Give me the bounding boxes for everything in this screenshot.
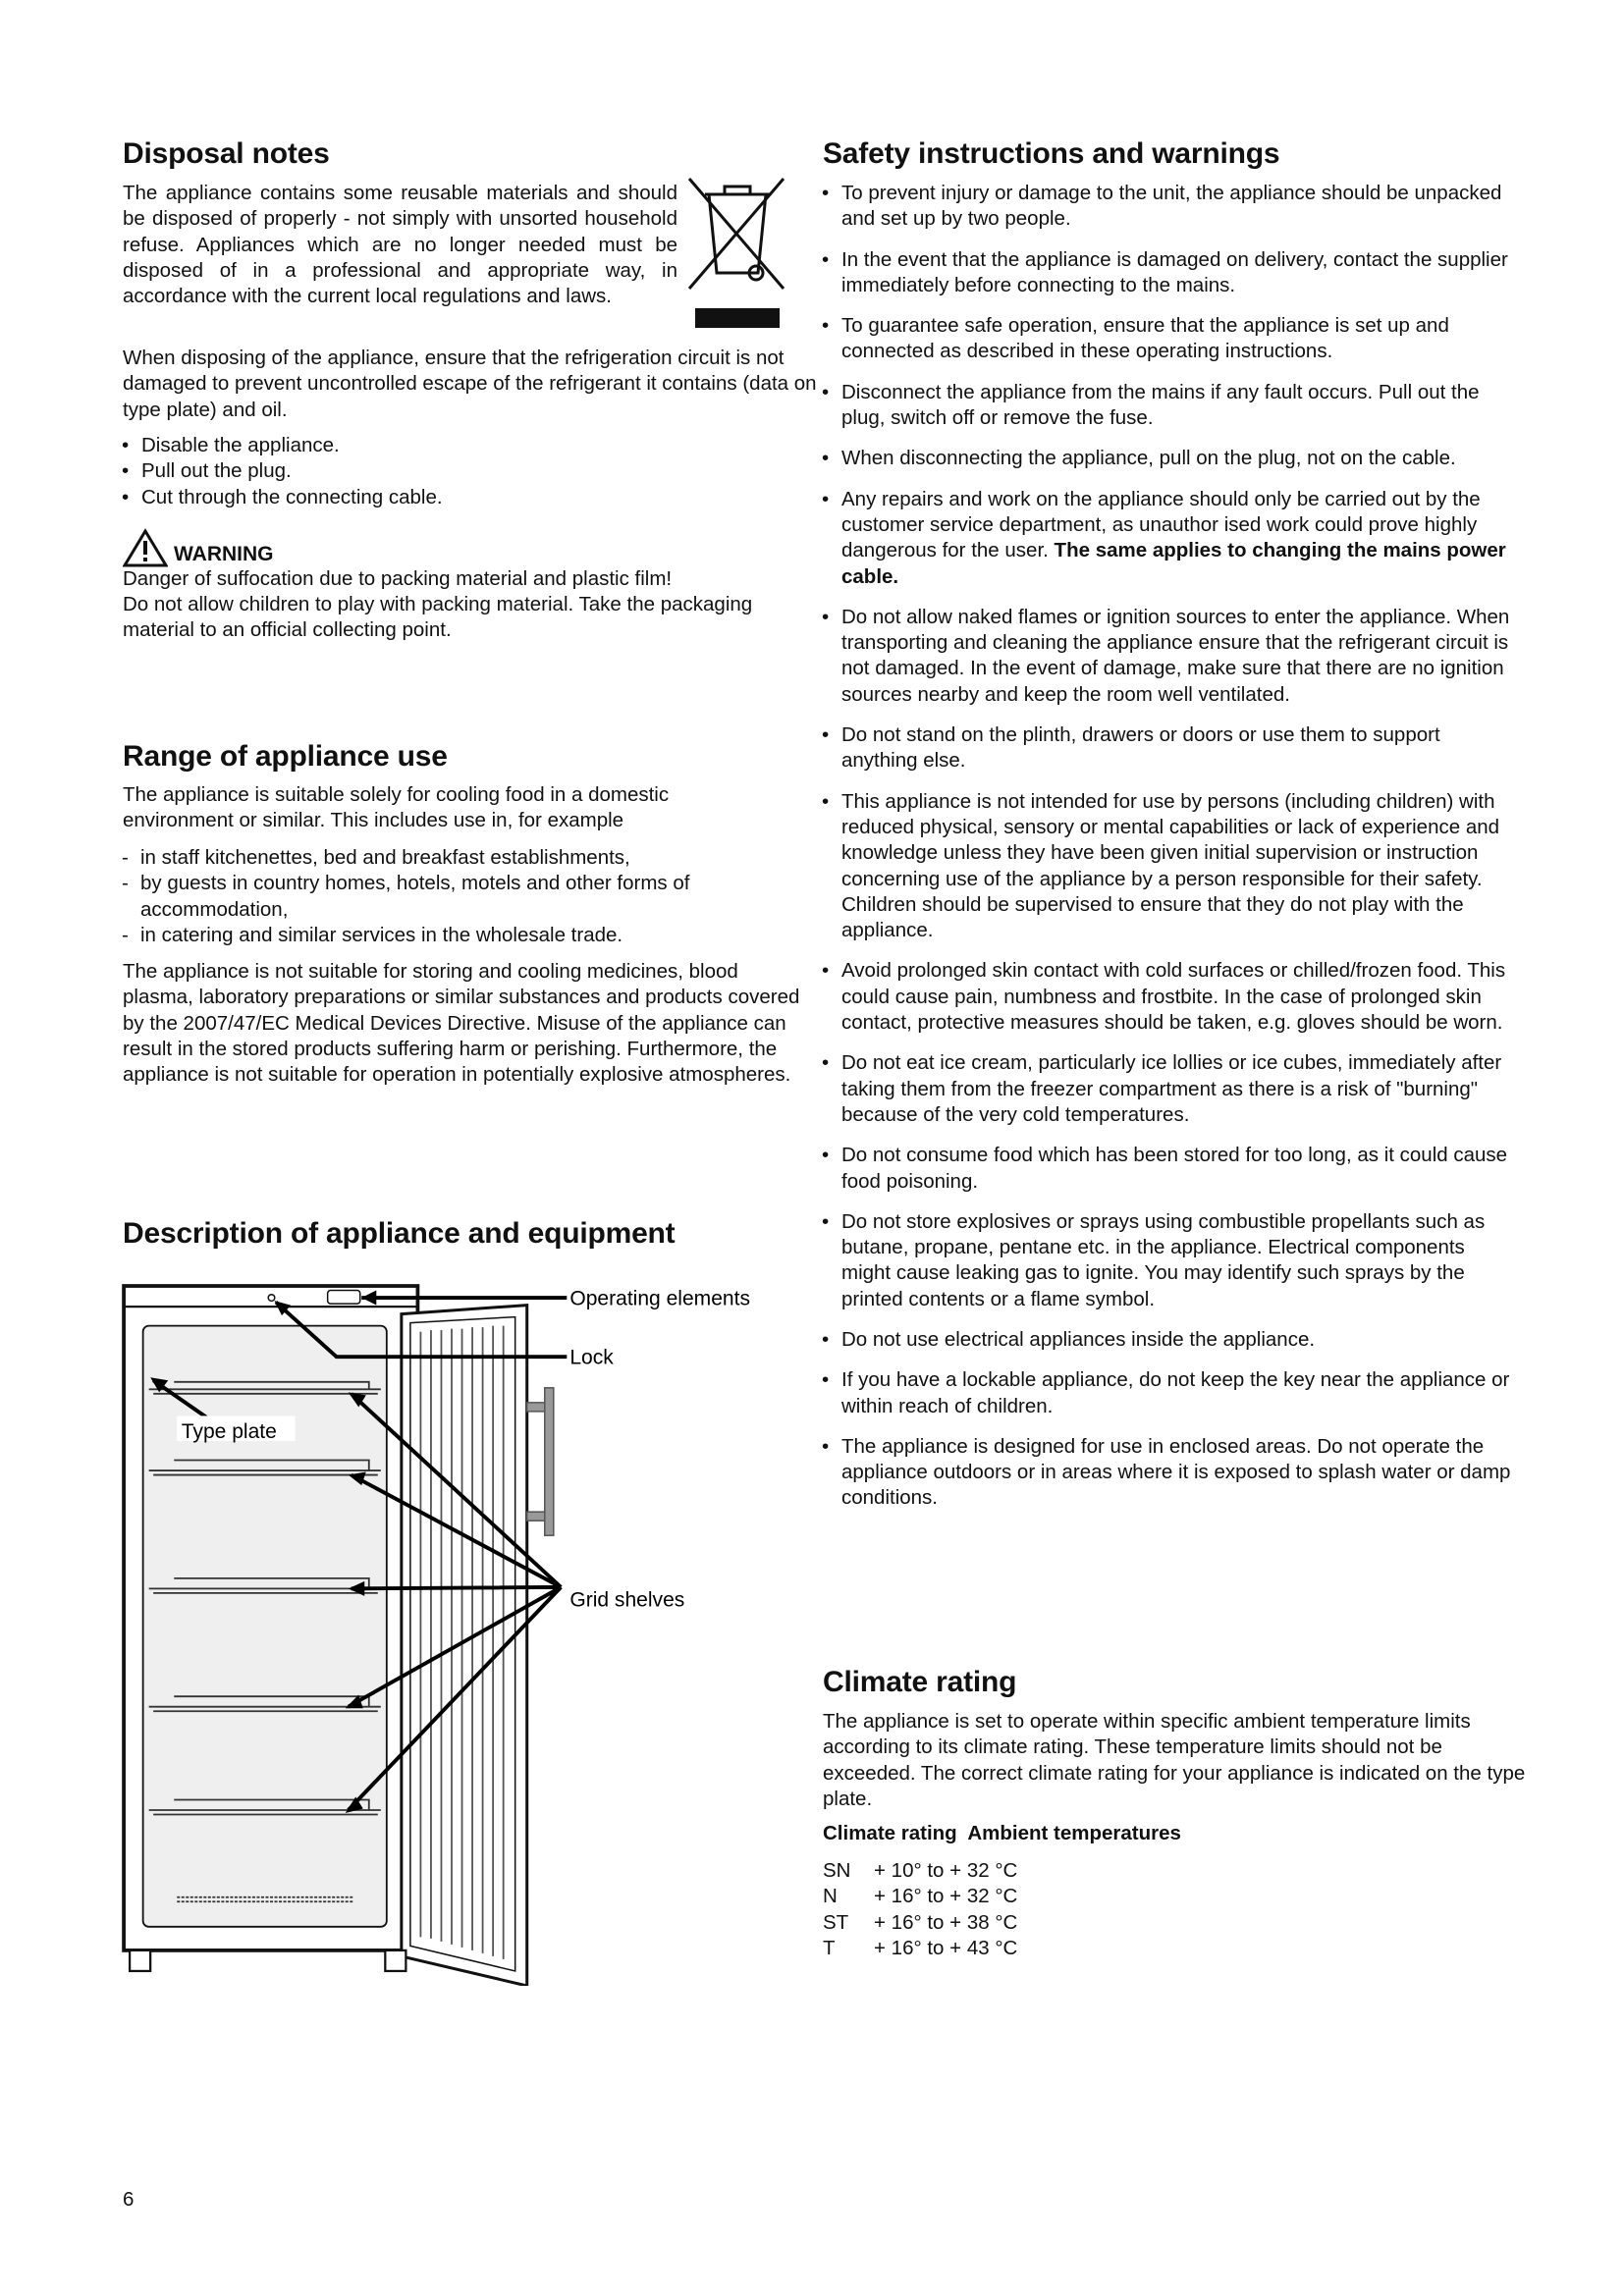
range-heading: Range of appliance use [123, 740, 448, 773]
climate-class: T [823, 1936, 836, 1959]
range-intro: The appliance is suitable solely for cooling food in a domestic environment or similar. This includes use in, for example [123, 783, 670, 832]
table-row [823, 1910, 1017, 1936]
climate-range: + 16° to + 43 °C [874, 1936, 1018, 1959]
safety-item-text: Any repairs and work on the appliance should only be carried out by the customer service department, as unauthor ised work could prove highly dangerous for the user. [841, 487, 1481, 562]
climate-class: N [823, 1885, 838, 1908]
list-item: - in catering and similar services in the wholesale trade. [120, 923, 787, 948]
list-item: • If you have a lockable appliance, do not keep the key near the appliance or within reach of children. [820, 1367, 1519, 1419]
list-item: • Do not allow naked flames or ignition sources to enter the appliance. When transporting and cleaning the appliance ensure that the refrigerant circuit is not damaged. In the event of damage, make sure that there are no ignition sources nearby and keep the room well ventilated. [820, 605, 1519, 708]
door [402, 1306, 554, 1986]
safety-list [820, 181, 1519, 1526]
table-row [823, 1936, 1017, 1961]
label-operating-elements: Operating elements [569, 1287, 751, 1310]
list-item: • Do not stand on the plinth, drawers or doors or use them to support anything else. [820, 722, 1519, 774]
table-row [823, 1884, 1017, 1909]
cabinet [124, 1286, 417, 1950]
list-item: - by guests in country homes, hotels, motels and other forms of accommodation, [120, 871, 787, 923]
list-item: • This appliance is not intended for use by persons (including children) with reduced physical, sensory or mental capabilities or lack of experience and knowledge unless they have been given initial supervision or instruction concerning use of the appliance by a person responsible for their safety. Children should be supervised to ensure that they do not play with the appliance. [820, 789, 1519, 944]
climate-table [823, 1858, 1017, 1961]
disposal-paragraph-1: The appliance contains some reusable materials and should be disposed of properly - not simply with unsorted household refuse. Appliances which are no longer needed must be disposed of in a professional and appropriate way, in accordance with the current local regulations and laws. [123, 182, 677, 308]
list-item: • Do not use electrical appliances inside the appliance. [820, 1327, 1519, 1353]
climate-range: + 16° to + 32 °C [874, 1885, 1018, 1908]
climate-class: ST [823, 1910, 849, 1934]
list-item: • To guarantee safe operation, ensure that the appliance is set up and connected as described in these operating instructions. [820, 313, 1519, 365]
warning-heading [123, 528, 274, 567]
climate-heading: Climate rating [823, 1666, 1017, 1698]
warning-label: WARNING [174, 542, 274, 565]
label-type-plate: Type plate [181, 1419, 277, 1443]
list-item: • Avoid prolonged skin contact with cold surfaces or chilled/frozen food. This could cause pain, numbness and frostbite. In the case of prolonged skin contact, protective measures should be taken, e.g. gloves should be worn. [820, 958, 1519, 1036]
warning-text-2: Do not allow children to play with packing material. Take the packaging material to an official collecting point. [123, 593, 753, 642]
list-item: • When disconnecting the appliance, pull on the plug, not on the cable. [820, 446, 1519, 471]
list-item: • Disable the appliance. [120, 433, 807, 458]
warning-text-1: Danger of suffocation due to packing material and plastic film! [123, 567, 673, 590]
climate-class: SN [823, 1859, 851, 1882]
climate-table-header [823, 1821, 1181, 1846]
range-examples-list [120, 845, 787, 948]
climate-col-rating: Climate rating [823, 1822, 957, 1844]
climate-range: + 10° to + 32 °C [874, 1859, 1018, 1882]
safety-item-bold: The same applies to changing the mains power cable. [841, 539, 1506, 588]
climate-range: + 16° to + 38 °C [874, 1910, 1018, 1934]
page-number: 6 [123, 2188, 135, 2211]
list-item: - in staff kitchenettes, bed and breakfast establishments, [120, 845, 787, 871]
weee-crossed-bin-icon [687, 175, 785, 332]
climate-col-temps: Ambient temperatures [967, 1822, 1181, 1844]
feet [130, 1950, 406, 1971]
disposal-steps-list [120, 433, 807, 510]
description-heading: Description of appliance and equipment [123, 1217, 676, 1250]
list-item [820, 487, 1519, 590]
list-item: • Do not consume food which has been stored for too long, as it could cause food poisoning. [820, 1143, 1519, 1195]
disposal-notes-heading: Disposal notes [123, 137, 330, 170]
warning-triangle-icon [123, 528, 168, 567]
label-lock: Lock [569, 1346, 614, 1369]
list-item: • Disconnect the appliance from the mains if any fault occurs. Pull out the plug, switch off or remove the fuse. [820, 380, 1519, 432]
disposal-paragraph-2: When disposing of the appliance, ensure that the refrigeration circuit is not damaged to prevent uncontrolled escape of the refrigerant it contains (data on type plate) and oil. [123, 347, 817, 421]
list-item: • Cut through the connecting cable. [120, 485, 807, 510]
list-item: • The appliance is designed for use in enclosed areas. Do not operate the appliance outdoors or in areas where it is exposed to splash water or damp conditions. [820, 1434, 1519, 1512]
table-row [823, 1858, 1017, 1884]
range-paragraph: The appliance is not suitable for storing and cooling medicines, blood plasma, laboratory preparations or similar substances and products covered by the 2007/47/EC Medical Devices Directive. Misuse of the appliance can result in the stored products suffering harm or perishing. Furthermore, the appliance is not suitable for operation in potentially explosive atmospheres. [123, 960, 800, 1087]
list-item: • Do not store explosives or sprays using combustible propellants such as butane, propane, pentane etc. in the appliance. Electrical components might cause leaking gas to ignite. You may identify such sprays by the printed contents or a flame symbol. [820, 1209, 1519, 1312]
climate-paragraph: The appliance is set to operate within specific ambient temperature limits according to its climate rating. These temperature limits should not be exceeded. The correct climate rating for your appliance is indicated on the type plate. [823, 1710, 1526, 1810]
list-item: • In the event that the appliance is damaged on delivery, contact the supplier immediately before connecting to the mains. [820, 247, 1519, 299]
label-grid-shelves: Grid shelves [569, 1588, 685, 1612]
list-item: • Pull out the plug. [120, 458, 807, 484]
list-item: • Do not eat ice cream, particularly ice lollies or ice cubes, immediately after taking them from the freezer compartment as there is a risk of "burning" because of the very cold temperatures. [820, 1050, 1519, 1128]
appliance-diagram [118, 1277, 783, 1986]
list-item: • To prevent injury or damage to the unit, the appliance should be unpacked and set up by two people. [820, 181, 1519, 233]
safety-heading: Safety instructions and warnings [823, 137, 1280, 170]
